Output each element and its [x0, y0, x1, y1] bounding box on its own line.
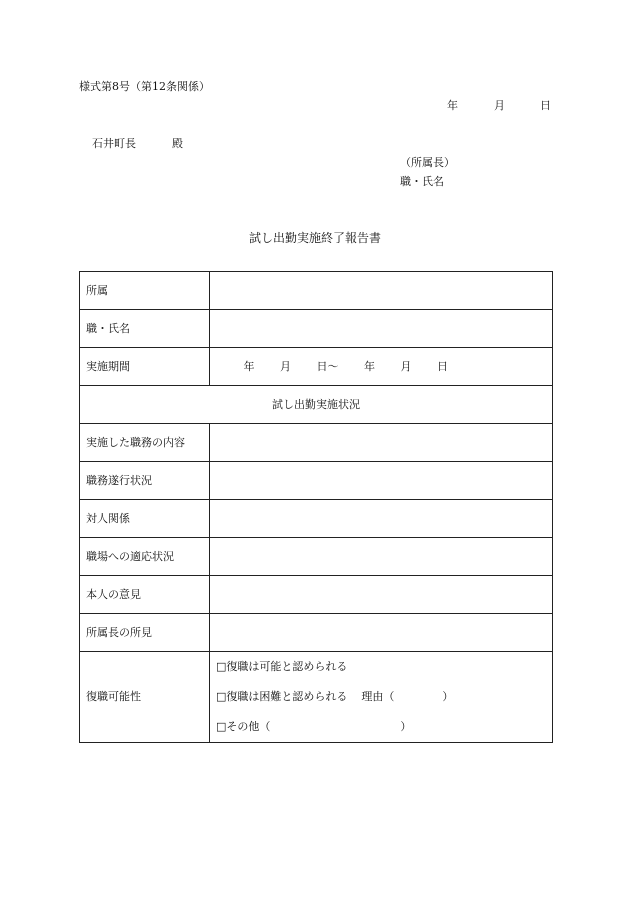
workplace-adaptation-label: 職場への適応状況: [80, 538, 210, 576]
employee-opinion-field[interactable]: [210, 576, 553, 614]
form-number: 様式第8号（第12条関係）: [79, 80, 210, 93]
addressee-name: 石井町長: [92, 137, 136, 150]
workplace-adaptation-field[interactable]: [210, 538, 553, 576]
section-header: 試し出勤実施状況: [80, 386, 553, 424]
position-name-label: 職・氏名: [80, 310, 210, 348]
table-row: [80, 424, 553, 462]
duty-performance-field[interactable]: [210, 462, 553, 500]
return-possibility-options: [210, 652, 553, 743]
option-difficult[interactable]: [216, 682, 546, 712]
submitter-name-label: 職・氏名: [400, 175, 444, 188]
table-row: [80, 500, 553, 538]
date-day-label: 日: [540, 99, 551, 112]
option-other[interactable]: [216, 712, 546, 742]
table-row-period: [80, 348, 553, 386]
affiliation-field[interactable]: [210, 272, 553, 310]
date-year-label: 年: [447, 99, 458, 112]
table-row: [80, 538, 553, 576]
period-end-year: 年: [364, 359, 375, 373]
checkbox-icon[interactable]: □: [216, 690, 227, 703]
duties-content-label: 実施した職務の内容: [80, 424, 210, 462]
report-table: [79, 271, 553, 743]
date-month-label: 月: [494, 99, 505, 112]
submitter-title: （所属長）: [400, 156, 455, 169]
checkbox-icon[interactable]: □: [216, 720, 227, 733]
employee-opinion-label: 本人の意見: [80, 576, 210, 614]
addressee-honorific: 殿: [172, 137, 183, 150]
interpersonal-label: 対人関係: [80, 500, 210, 538]
manager-view-field[interactable]: [210, 614, 553, 652]
period-label: 実施期間: [80, 348, 210, 386]
period-start-month: 月: [280, 359, 291, 373]
checkbox-icon[interactable]: □: [216, 660, 227, 673]
duty-performance-label: 職務遂行状況: [80, 462, 210, 500]
duties-content-field[interactable]: [210, 424, 553, 462]
option-difficult-text: 復職は困難と認められる: [226, 690, 348, 703]
option-other-text: その他（: [226, 720, 271, 733]
period-start-year: 年: [243, 359, 255, 373]
period-start-day: 日: [316, 359, 328, 373]
table-row: [80, 614, 553, 652]
table-row-section-header: [80, 386, 553, 424]
option-other-close: ）: [400, 720, 412, 733]
period-end-month: 月: [400, 359, 412, 373]
option-possible[interactable]: [216, 652, 546, 682]
table-row: [80, 462, 553, 500]
reason-close: ）: [442, 690, 454, 703]
table-row-name: [80, 310, 553, 348]
table-row-affiliation: [80, 272, 553, 310]
period-end-day: 日: [437, 359, 448, 373]
return-possibility-label: 復職可能性: [80, 652, 210, 743]
period-field[interactable]: [210, 348, 553, 386]
option-possible-text: 復職は可能と認められる: [226, 660, 348, 673]
reason-label: 理由（: [361, 690, 395, 703]
interpersonal-field[interactable]: [210, 500, 553, 538]
table-row: [80, 576, 553, 614]
period-separator: 〜: [327, 359, 339, 373]
document-title: 試し出勤実施終了報告書: [248, 231, 381, 245]
position-name-field[interactable]: [210, 310, 553, 348]
manager-view-label: 所属長の所見: [80, 614, 210, 652]
table-row-return-possibility: [80, 652, 553, 743]
affiliation-label: 所属: [80, 272, 210, 310]
